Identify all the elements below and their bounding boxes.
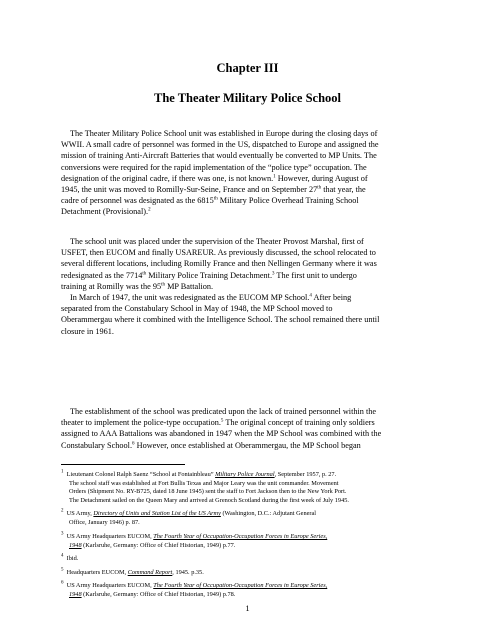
chapter-title: The Theater Military Police School	[153, 91, 341, 105]
paragraph-3	[61, 406, 435, 451]
text-segment: designation of the original cadre, if there was one, is not known.	[61, 173, 274, 183]
paragraph-1	[61, 128, 435, 218]
ordinal-suffix: th	[142, 271, 147, 277]
publication-year: 1948	[69, 590, 82, 598]
footnote-ref: 2	[148, 207, 151, 213]
text-line: Oberammergau where it combined with the Intelligence School. The school remained there until	[61, 315, 380, 325]
text-line: The school unit was placed under the supervision of the Theater Provost Marshal, first of	[70, 237, 364, 246]
text-line	[61, 173, 435, 184]
paragraph-2	[61, 236, 435, 337]
text-segment: training at Romilly was the 95	[61, 281, 162, 291]
footnote-text: Lieutenant Colonel Ralph Saenz “School at Fontainbleau”	[66, 471, 216, 478]
footnote-text: , 1945. p.35.	[172, 569, 204, 576]
footnote-line	[61, 542, 435, 551]
text-segment: MP Battalion.	[165, 281, 214, 291]
publication-year: 1948	[69, 541, 82, 549]
text-line	[61, 281, 435, 292]
publication-title: The Fourth Year of Occupation-Occupation Forces in Europe Series,	[153, 582, 328, 589]
text-segment: 1945, the unit was moved to Romilly-Sur-Seine, France and on September 27	[61, 184, 318, 194]
footnote-ref: 6	[132, 441, 135, 447]
text-line: The establishment of the school was predicated upon the lack of trained personnel within the	[70, 407, 377, 416]
publication-title: Directory of Units and Station List of the US Army	[93, 510, 221, 517]
publication-title: The Fourth Year of Occupation-Occupation Forces in Europe Series,	[153, 533, 328, 540]
text-segment: After being	[311, 292, 352, 302]
footnote-ref: 4	[309, 293, 312, 299]
text-segment: However, once established at Oberammergau, the MP School began	[134, 440, 361, 450]
text-segment: Detachment (Provisional).	[61, 207, 149, 217]
footnote-line: Office, January 1946) p. 87.	[69, 518, 140, 526]
text-line: conversions were required for the rapid implementation of the “police type” occupation. The	[61, 162, 367, 172]
text-line	[61, 417, 435, 428]
footnote-1	[61, 471, 435, 505]
footnote-line	[61, 569, 435, 578]
footnote-number: 1	[61, 469, 64, 475]
text-line: separated from the Constabulary School in May of 1948, the MP School moved to	[61, 304, 333, 314]
footnote-line	[61, 591, 435, 600]
text-line: The Theater Military Police School unit was established in Europe during the closing days of	[70, 129, 378, 138]
text-line	[61, 292, 435, 303]
footnote-line: Orders (Shipment No. RY-B725, dated 18 June 1945) sent the staff to Fort Jackson then to the New York Port.	[69, 488, 347, 496]
footnote-ref: 1	[273, 174, 276, 180]
text-line	[61, 206, 435, 217]
footnote-text: (Washington, D.C.: Adjutant General	[220, 510, 317, 517]
footnote-text: , September 1957, p. 27.	[274, 471, 337, 478]
footnote-number: 4	[61, 553, 64, 559]
chapter-heading: Chapter III	[216, 61, 279, 75]
footnote-text: US Army Headquarters EUCOM,	[66, 582, 154, 589]
footnote-text: US Army Headquarters EUCOM,	[66, 533, 154, 540]
footnote-line: The Detachment sailed on the Queen Mary and arrived at Grenoch Scotland during the first week of July 1945.	[69, 496, 349, 504]
footnote-5	[61, 569, 435, 578]
publication-title: Military Police Journal	[215, 471, 275, 478]
footnote-line: The school staff was established at Fort Bullis Texas and Major Leary was the unit commander. Movement	[69, 479, 339, 487]
text-line	[61, 184, 435, 195]
publication-title: Command Report	[127, 569, 173, 576]
footnote-6	[61, 582, 435, 599]
text-line	[61, 440, 435, 451]
footnote-text: US Army,	[66, 510, 94, 517]
footnote-text: (Karlsruhe, Germany: Office of Chief Historian, 1949) p.77.	[81, 541, 236, 549]
ordinal-suffix: th	[317, 185, 322, 191]
text-segment: Military Police Overhead Training School	[217, 196, 359, 206]
text-line: mission of training Anti-Aircraft Batteries that would eventually be converted to MP Units. The	[61, 151, 377, 161]
text-line: closure in 1961.	[61, 326, 114, 336]
text-segment: However, during August of	[275, 173, 368, 183]
footnote-2	[61, 510, 435, 527]
ordinal-suffix: th	[213, 196, 218, 202]
text-segment: Constabulary School.	[61, 440, 133, 450]
footnote-ref: 3	[272, 271, 275, 277]
text-line: assigned to AAA Battalions was abandoned in 1947 when the MP School was combined with the	[61, 429, 382, 439]
text-segment: In March of 1947, the unit was redesignated as the EUCOM MP School.	[70, 292, 310, 302]
ordinal-suffix: th	[161, 282, 166, 288]
footnote-line	[61, 510, 435, 519]
page-number: 1	[245, 603, 250, 613]
text-segment: theater to implement the police-type occupation.	[61, 418, 221, 428]
footnote-text: (Karlsruhe, Germany: Office of Chief Historian, 1949) p.78.	[81, 590, 236, 598]
text-segment: cadre of personnel was designated as the 6815	[61, 196, 214, 206]
text-segment: Military Police Training Detachment.	[146, 270, 273, 280]
footnote-ref: 5	[220, 418, 224, 424]
text-line: USFET, then EUCOM and finally USAREUR. As previously discussed, the school relocated to	[61, 248, 376, 258]
text-segment: The original concept of training only soldiers	[223, 418, 375, 428]
text-line	[61, 270, 435, 281]
footnote-number: 3	[61, 531, 64, 537]
footnote-line	[61, 555, 435, 564]
footnote-line	[61, 582, 435, 591]
footnote-line	[61, 471, 435, 480]
footnote-text: Ibid.	[66, 555, 79, 562]
footnote-divider	[61, 464, 185, 465]
footnote-number: 6	[61, 580, 64, 586]
footnote-text: Headquarters EUCOM,	[66, 569, 128, 576]
text-segment: redesignated as the 7714	[61, 270, 143, 280]
text-line	[61, 195, 435, 206]
text-segment: that year, the	[321, 184, 366, 194]
text-line: several different locations, including Romilly France and then Nellingen Germany where it was	[61, 259, 377, 269]
text-line: WWII. A small cadre of personnel was formed in the US, dispatched to Europe and assigned the	[61, 140, 379, 150]
footnote-number: 5	[61, 567, 64, 573]
footnote-3	[61, 533, 435, 550]
footnote-number: 2	[61, 508, 64, 514]
text-segment: The first unit to undergo	[274, 270, 357, 280]
footnote-4	[61, 555, 435, 564]
footnote-line	[61, 533, 435, 542]
